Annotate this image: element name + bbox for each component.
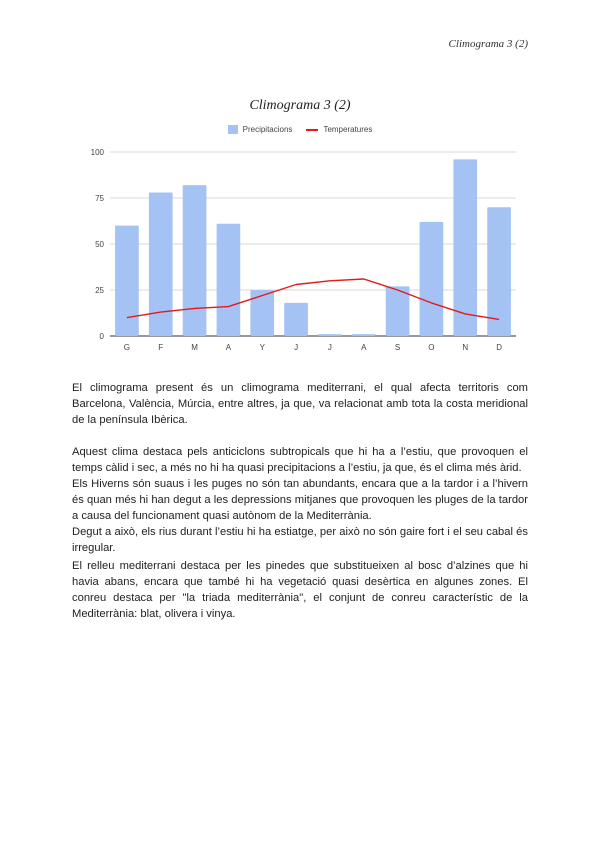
y-tick-label: 100 [90, 148, 104, 157]
x-tick-label: S [394, 343, 401, 352]
legend-swatch-line [306, 129, 318, 131]
paragraph-anticyclones: Aquest clima destaca pels anticiclons subtropicals que hi ha a l’estiu, que provoquen el temps càlid i sec, a més no hi ha quasi precipitacions a l’estiu, ja que, és el clima més àrid. [72, 446, 528, 474]
y-tick-label: 0 [99, 332, 104, 341]
x-tick-label: A [361, 343, 367, 352]
x-tick-label: J [327, 343, 332, 352]
precipitation-bar [250, 290, 274, 336]
precipitation-bar [352, 334, 376, 336]
paragraph-winters: Els Hiverns són suaus i les puges no són tan abundants, encara que a la tardor i a l’hivern és quan més hi han degut a les depressions mitjanes que provoquen les pluges de la tardor a causa del funcionament quasi autònom de la Mediterrània. [72, 478, 528, 522]
precipitation-bar [487, 207, 511, 336]
x-tick-label: O [428, 343, 435, 352]
precipitation-bar [115, 226, 139, 336]
legend-label-precipitation: Precipitacions [242, 125, 293, 134]
climograph-chart [80, 140, 520, 360]
x-tick-label: M [191, 343, 198, 352]
x-tick-label: J [294, 343, 299, 352]
legend-swatch-bar [228, 125, 238, 134]
precipitation-bar [453, 159, 477, 336]
chart-legend [0, 125, 600, 134]
y-tick-label: 75 [95, 194, 104, 203]
precipitation-bar [318, 334, 342, 336]
x-tick-label: F [158, 343, 164, 352]
precipitation-bar [217, 224, 241, 336]
x-tick-label: A [225, 343, 232, 352]
climate-description [72, 444, 528, 556]
precipitation-bar [183, 185, 207, 336]
x-tick-label: Y [259, 343, 265, 352]
legend-label-temperature: Temperatures [323, 125, 373, 134]
running-header: Climograma 3 (2) [448, 38, 528, 50]
legend-item-precipitation [228, 125, 293, 134]
x-tick-label: G [123, 343, 131, 352]
relief-paragraph-block [72, 558, 528, 622]
chart-title: Climograma 3 (2) [249, 98, 351, 113]
paragraph-relief-vegetation: El relleu mediterrani destaca per les pinedes que substitueixen al bosc d’alzines que hi havia abans, encara que també hi ha vegetació quasi desèrtica en algunes zones. El conreu destaca per "la triada mediterrània", el conjunt de conreu característic de la Mediterrània: blat, olivera i vinya. [72, 560, 528, 620]
intro-paragraph [72, 380, 528, 428]
y-tick-label: 25 [95, 286, 104, 295]
precipitation-bar [420, 222, 444, 336]
x-tick-label: D [496, 343, 502, 352]
temperature-line [127, 279, 499, 319]
y-tick-label: 50 [95, 240, 104, 249]
precipitation-bar [284, 303, 308, 336]
paragraph-rivers: Degut a això, els rius durant l’estiu hi ha estiatge, per això no són gaire fort i el seu cabal és irregular. [72, 526, 528, 554]
precipitation-bar [149, 192, 173, 336]
legend-item-temperature [306, 125, 372, 134]
paragraph-climate-location: El climograma present és un climograma mediterrani, el qual afecta territoris com Barcelona, València, Múrcia, entre altres, ja que, va relacionat amb tota la costa meridional de la península Ibèrica. [72, 382, 528, 426]
x-tick-label: N [462, 343, 469, 352]
